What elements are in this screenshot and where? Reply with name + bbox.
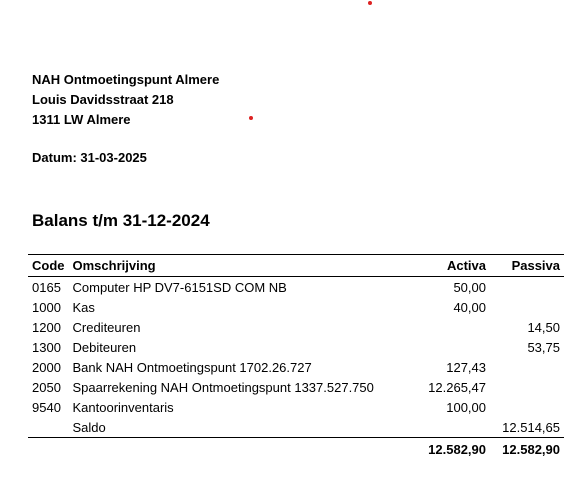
total-description-cell <box>69 438 403 461</box>
table-row <box>28 277 564 298</box>
row-passiva: 53,75 <box>527 339 560 355</box>
row-description: Crediteuren <box>72 319 141 335</box>
total-row <box>28 438 564 461</box>
row-code: 9540 <box>32 399 61 415</box>
row-activa <box>402 317 490 337</box>
table-row <box>28 397 564 417</box>
row-activa: 40,00 <box>453 299 486 315</box>
column-header-activa: Activa <box>402 255 490 277</box>
row-code: 1300 <box>32 339 61 355</box>
street-address: Louis Davidsstraat 218 <box>32 92 174 107</box>
row-passiva <box>490 377 564 397</box>
saldo-activa <box>402 417 490 438</box>
row-description: Bank NAH Ontmoetingspunt 1702.26.727 <box>72 359 312 375</box>
row-activa: 100,00 <box>446 399 486 415</box>
column-header-code: Code <box>28 255 69 277</box>
row-activa: 127,43 <box>446 359 486 375</box>
row-code: 1000 <box>32 299 61 315</box>
row-passiva <box>490 397 564 417</box>
row-description: Kas <box>72 299 95 315</box>
red-marker-dot <box>368 1 372 5</box>
document-date: Datum: 31-03-2025 <box>32 150 147 165</box>
row-activa: 12.265,47 <box>428 379 486 395</box>
saldo-passiva: 12.514,65 <box>490 417 564 438</box>
red-marker-dot <box>249 116 253 120</box>
saldo-label: Saldo <box>69 417 403 438</box>
row-description: Spaarrekening NAH Ontmoetingspunt 1337.527.750 <box>72 379 374 395</box>
address-block <box>32 70 219 130</box>
table-header-row <box>28 255 564 277</box>
table-row <box>28 377 564 397</box>
table-row <box>28 317 564 337</box>
column-header-passiva: Passiva <box>490 255 564 277</box>
table-row <box>28 357 564 377</box>
total-passiva: 12.582,90 <box>490 438 564 461</box>
row-passiva <box>490 277 564 298</box>
saldo-row <box>28 417 564 438</box>
total-activa: 12.582,90 <box>402 438 490 461</box>
saldo-code-cell <box>28 417 69 438</box>
organization-name: NAH Ontmoetingspunt Almere <box>32 72 220 87</box>
row-code: 2000 <box>32 359 61 375</box>
table-row <box>28 337 564 357</box>
page-title: Balans t/m 31-12-2024 <box>32 211 210 230</box>
row-activa: 50,00 <box>453 279 486 295</box>
row-description: Kantoorinventaris <box>72 399 174 415</box>
total-code-cell <box>28 438 69 461</box>
row-passiva <box>490 297 564 317</box>
table-row <box>28 297 564 317</box>
postal-city: 1311 LW Almere <box>32 112 131 127</box>
column-header-description: Omschrijving <box>69 255 403 277</box>
row-passiva <box>490 357 564 377</box>
row-code: 1200 <box>32 319 61 335</box>
row-description: Debiteuren <box>72 339 137 355</box>
row-passiva: 14,50 <box>527 319 560 335</box>
row-code: 0165 <box>32 279 61 295</box>
row-description: Computer HP DV7-6151SD COM NB <box>72 279 287 295</box>
row-activa <box>402 337 490 357</box>
balance-table <box>28 254 564 460</box>
row-code: 2050 <box>32 379 61 395</box>
